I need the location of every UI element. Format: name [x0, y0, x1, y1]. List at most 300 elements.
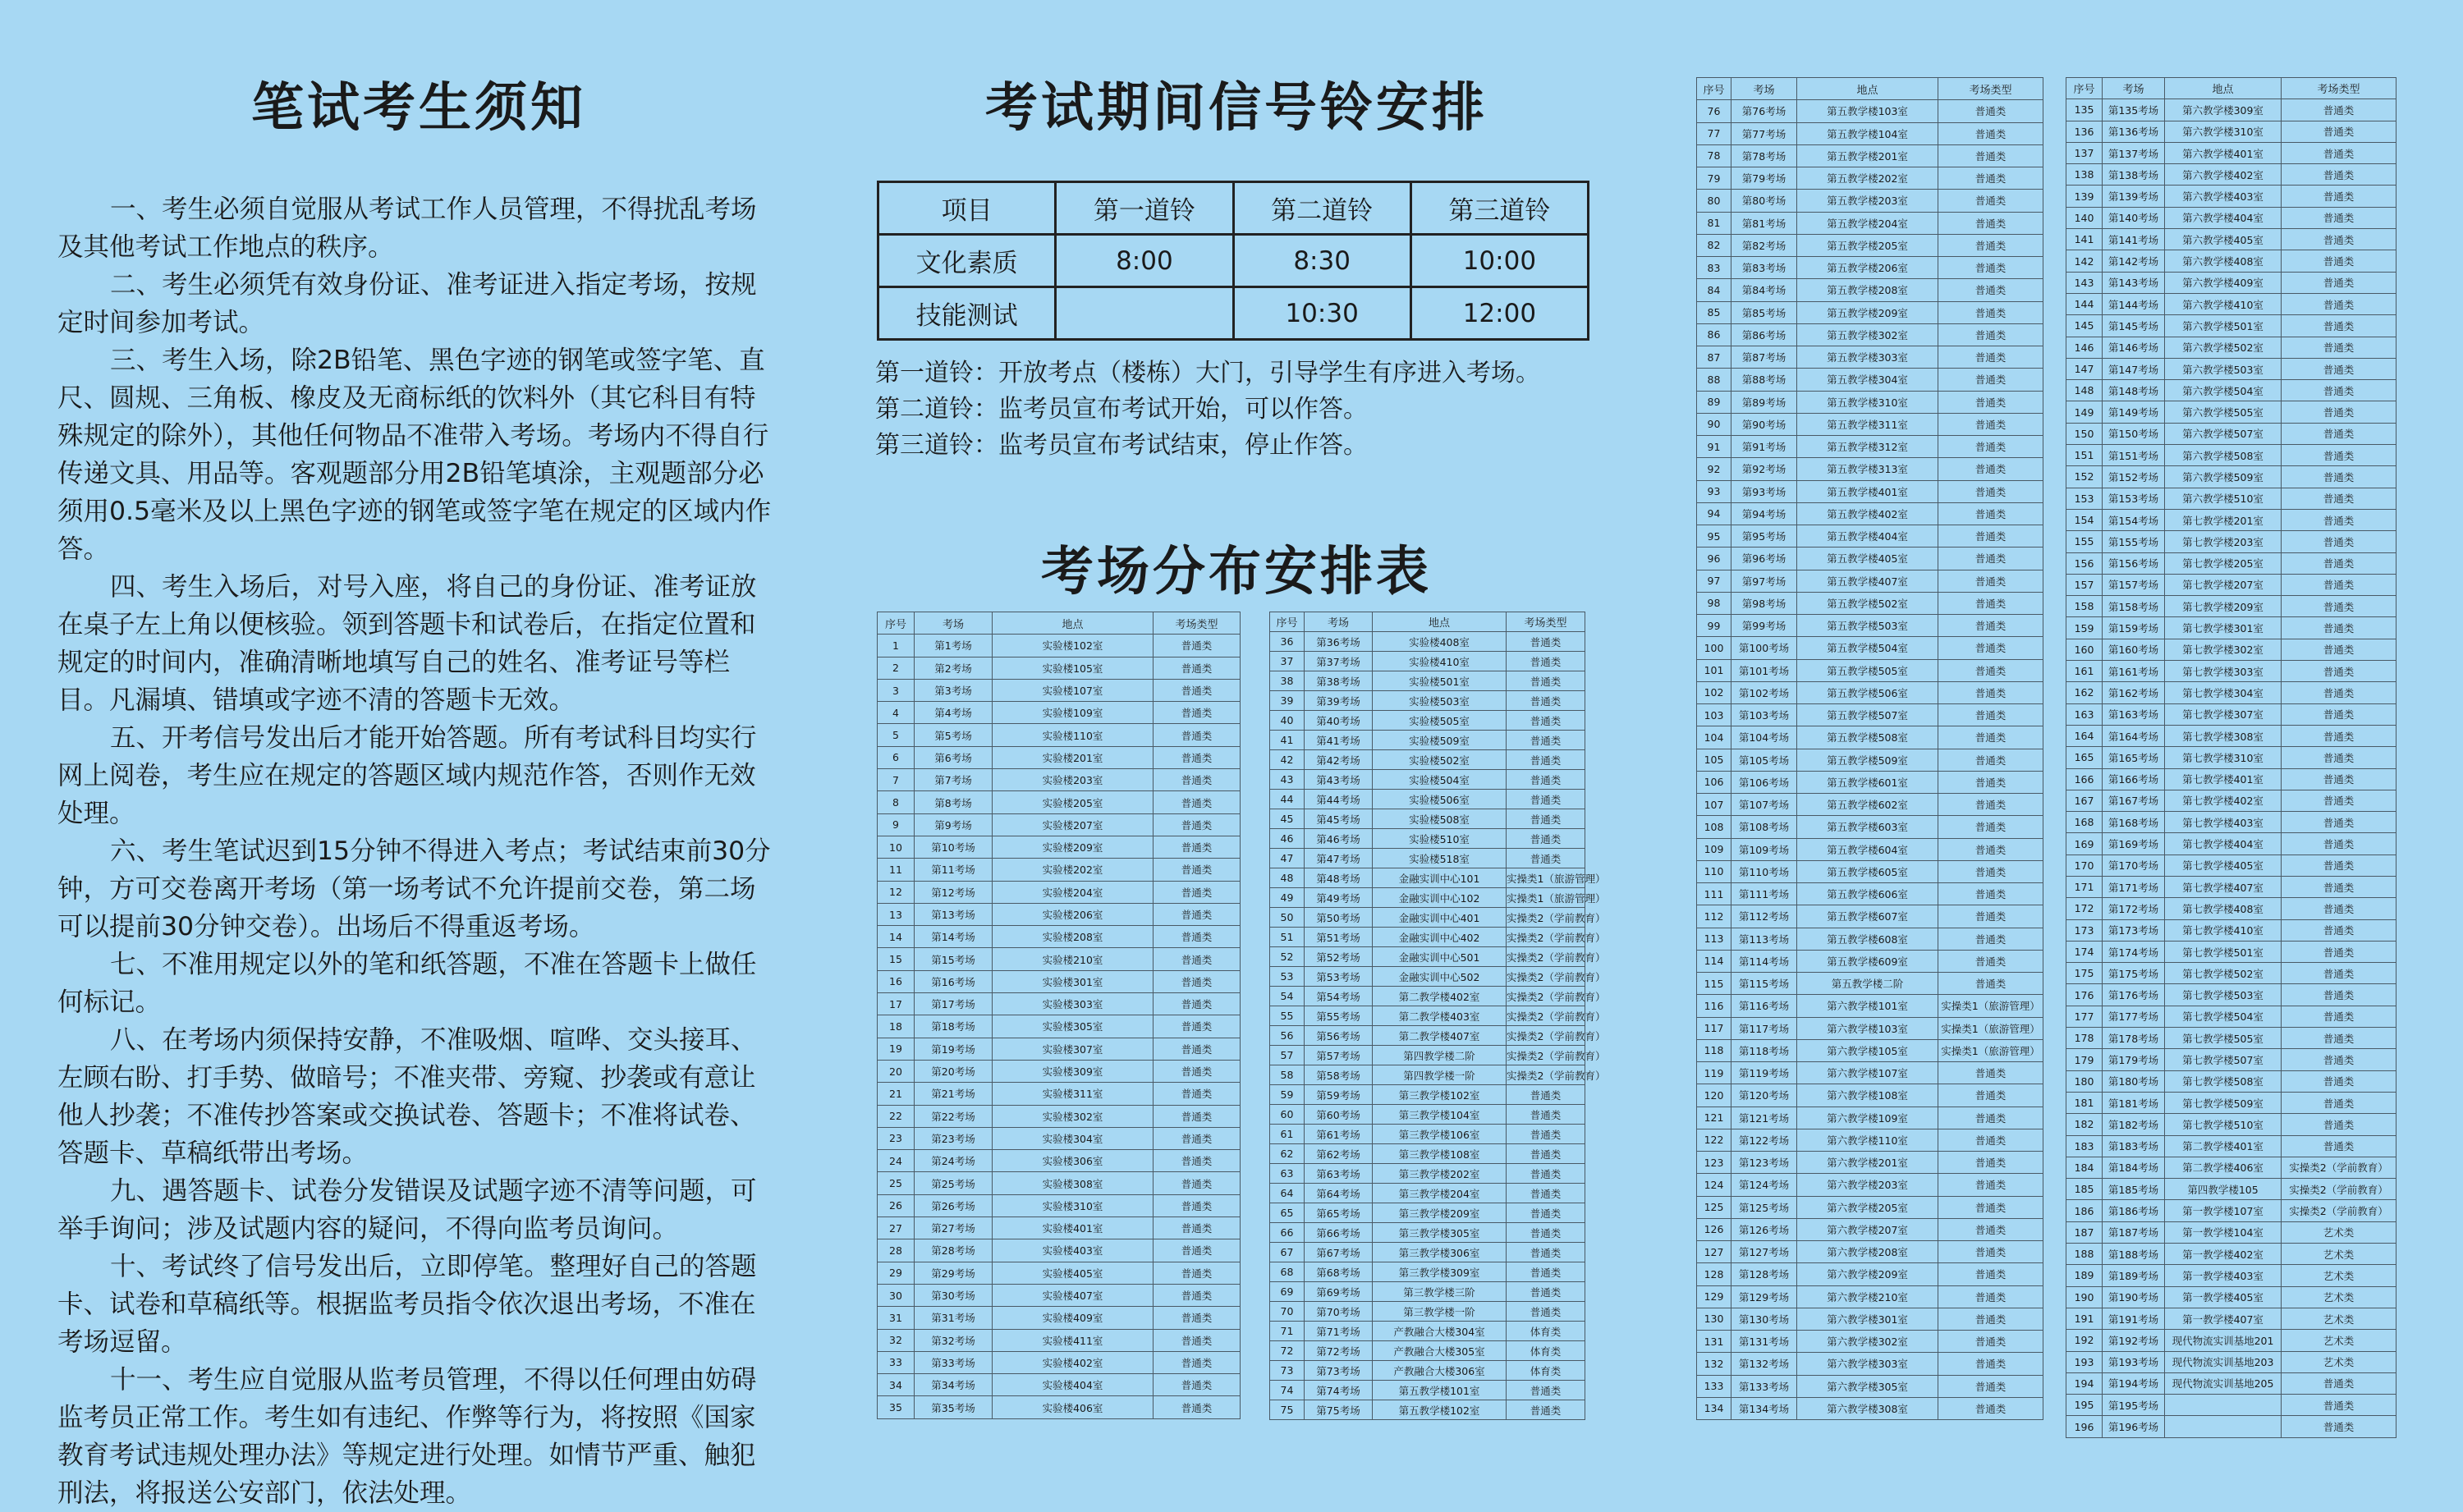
- table-cell: 普通类: [1938, 1107, 2043, 1129]
- table-cell: 第28考场: [915, 1239, 993, 1262]
- table-cell: 普通类: [1938, 458, 2043, 480]
- table-cell: 第193考场: [2103, 1351, 2165, 1372]
- table-cell: 第五教学楼201室: [1797, 144, 1938, 167]
- table-cell: 普通类: [1938, 257, 2043, 279]
- table-cell: 普通类: [1154, 724, 1241, 746]
- table-cell: 112: [1697, 905, 1731, 928]
- table-cell: 3: [878, 679, 915, 701]
- table-cell: 第五教学楼202室: [1797, 167, 1938, 190]
- table-cell: 普通类: [1507, 1262, 1585, 1282]
- table-cell: 第145考场: [2103, 315, 2165, 337]
- table-cell: 第14考场: [915, 926, 993, 948]
- table-cell: 实验楼308室: [993, 1172, 1154, 1194]
- table-cell: 66: [1270, 1223, 1305, 1243]
- table-cell: 107: [1697, 794, 1731, 816]
- table-cell: 普通类: [1938, 1218, 2043, 1240]
- table-cell: 第113考场: [1731, 928, 1797, 950]
- table-cell: 第六教学楼105室: [1797, 1039, 1938, 1061]
- table-cell: 第136考场: [2103, 121, 2165, 142]
- table-cell: 实验楼204室: [993, 881, 1154, 903]
- table-cell: 第137考场: [2103, 142, 2165, 163]
- table-row: [1697, 122, 2043, 144]
- table-cell: 第157考场: [2103, 574, 2165, 595]
- table-cell: 第七教学楼302室: [2165, 639, 2282, 660]
- table-cell: 第70考场: [1305, 1302, 1373, 1322]
- table-cell: 第40考场: [1305, 711, 1373, 731]
- table-cell: 普通类: [2282, 380, 2396, 401]
- table-cell: 第49考场: [1305, 888, 1373, 908]
- table-cell: 4: [878, 702, 915, 724]
- table-cell: 第三教学楼102室: [1373, 1085, 1507, 1105]
- table-cell: 21: [878, 1083, 915, 1105]
- table-cell: 普通类: [2282, 1114, 2396, 1135]
- table-row: [2066, 941, 2396, 962]
- table-cell: 普通类: [1154, 1374, 1241, 1396]
- table-cell: 38: [1270, 671, 1305, 691]
- table-cell: 第六教学楼305室: [1797, 1375, 1938, 1397]
- table-cell: 40: [1270, 711, 1305, 731]
- table-cell: 164: [2066, 725, 2103, 746]
- table-cell: 普通类: [2282, 574, 2396, 595]
- table-row: [2066, 574, 2396, 595]
- table-cell: 第六教学楼302室: [1797, 1331, 1938, 1353]
- table-cell: 金融实训中心101: [1373, 868, 1507, 888]
- table-cell: 第五教学楼102室: [1373, 1400, 1507, 1420]
- table-cell: 第五教学楼505室: [1797, 659, 1938, 681]
- table-row: [2066, 661, 2396, 682]
- table-row: [878, 993, 1241, 1015]
- table-cell: 第156考场: [2103, 552, 2165, 574]
- table-cell: 普通类: [1154, 970, 1241, 992]
- table-cell: 普通类: [1154, 813, 1241, 836]
- table-cell: 普通类: [1938, 905, 2043, 928]
- table-cell: 实验楼409室: [993, 1307, 1154, 1329]
- table-cell: 第110考场: [1731, 860, 1797, 882]
- table-cell: 普通类: [1938, 279, 2043, 301]
- table-cell: 第107考场: [1731, 794, 1797, 816]
- table-cell: 普通类: [2282, 358, 2396, 379]
- table-row: [2066, 1070, 2396, 1092]
- table-cell: 普通类: [1938, 749, 2043, 771]
- table-cell: 金融实训中心401: [1373, 908, 1507, 928]
- table-row: [2066, 207, 2396, 228]
- table-cell: 第一教学楼403室: [2165, 1265, 2282, 1286]
- table-row: [878, 612, 1241, 635]
- table-header-cell: 地点: [1373, 612, 1507, 632]
- table-cell: 第149考场: [2103, 401, 2165, 423]
- table-cell: 实验楼508室: [1373, 809, 1507, 829]
- table-row: [2066, 963, 2396, 984]
- table-row: [1697, 1196, 2043, 1218]
- table-row: [1270, 1085, 1585, 1105]
- table-header-cell: 地点: [1797, 78, 1938, 100]
- table-cell: 第116考场: [1731, 995, 1797, 1017]
- table-cell: 普通类: [1938, 1152, 2043, 1174]
- table-cell: 普通类: [1154, 1038, 1241, 1060]
- table-cell: 普通类: [2282, 293, 2396, 314]
- table-cell: 实验楼403室: [993, 1239, 1154, 1262]
- table-row: [2066, 768, 2396, 790]
- table-cell: 普通类: [1154, 746, 1241, 768]
- table-row: [1270, 652, 1585, 671]
- table-cell: 60: [1270, 1105, 1305, 1125]
- table-cell: 第七教学楼502室: [2165, 963, 2282, 984]
- table-cell: 普通类: [1154, 1015, 1241, 1038]
- table-cell: 第172考场: [2103, 898, 2165, 919]
- table-cell: 109: [1697, 838, 1731, 860]
- table-cell: 第91考场: [1731, 436, 1797, 458]
- table-row: [2066, 812, 2396, 833]
- table-cell: 普通类: [1938, 681, 2043, 703]
- table-row: [2066, 423, 2396, 444]
- table-cell: 123: [1697, 1152, 1731, 1174]
- table-row: [1270, 1164, 1585, 1184]
- table-cell: 第六教学楼405室: [2165, 229, 2282, 250]
- table-cell: 第139考场: [2103, 186, 2165, 207]
- table-row: [2066, 401, 2396, 423]
- table-cell: 第五教学楼204室: [1797, 212, 1938, 234]
- table-row: [2066, 1416, 2396, 1437]
- table-cell: 第五教学楼601室: [1797, 771, 1938, 793]
- table-cell: 第173考场: [2103, 919, 2165, 941]
- table-cell: 62: [1270, 1144, 1305, 1164]
- table-cell: 第165考场: [2103, 747, 2165, 768]
- table-row: [2066, 747, 2396, 768]
- table-row: [2066, 1221, 2396, 1243]
- table-cell: 76: [1697, 100, 1731, 122]
- table-cell: 第12考场: [915, 881, 993, 903]
- table-row: [2066, 1330, 2396, 1351]
- table-row: [878, 970, 1241, 992]
- table-cell: 49: [1270, 888, 1305, 908]
- table-cell: 188: [2066, 1244, 2103, 1265]
- table-cell: 普通类: [1938, 391, 2043, 413]
- table-cell: 110: [1697, 860, 1731, 882]
- table-cell: 第24考场: [915, 1150, 993, 1172]
- table-cell: 第五教学楼407室: [1797, 570, 1938, 592]
- table-cell: 普通类: [1154, 1396, 1241, 1418]
- table-cell: 89: [1697, 391, 1731, 413]
- table-header-cell: 序号: [878, 612, 915, 635]
- table-cell: 第一教学楼107室: [2165, 1200, 2282, 1221]
- table-row: [2066, 919, 2396, 941]
- table-cell: 普通类: [2282, 790, 2396, 811]
- table-cell: 第六教学楼309室: [2165, 99, 2282, 121]
- table-cell: 实验楼202室: [993, 859, 1154, 881]
- table-cell: 190: [2066, 1286, 2103, 1308]
- table-cell: 第74考场: [1305, 1381, 1373, 1400]
- table-cell: 第六教学楼103室: [1797, 1017, 1938, 1039]
- table-cell: 25: [878, 1172, 915, 1194]
- table-row: [2066, 1114, 2396, 1135]
- table-cell: 第104考场: [1731, 726, 1797, 749]
- table-cell: 第150考场: [2103, 423, 2165, 444]
- table-cell: 第164考场: [2103, 725, 2165, 746]
- table-row: [1697, 1062, 2043, 1084]
- room-table: [877, 612, 1241, 1419]
- table-row: [1697, 1152, 2043, 1174]
- table-cell: 150: [2066, 423, 2103, 444]
- table-cell: 普通类: [1154, 1239, 1241, 1262]
- table-cell: 普通类: [2282, 855, 2396, 876]
- table-cell: 第3考场: [915, 679, 993, 701]
- table-row: [1697, 1308, 2043, 1330]
- table-row: [1697, 323, 2043, 346]
- table-row: [2066, 272, 2396, 293]
- table-row: [2066, 509, 2396, 530]
- table-cell: 195: [2066, 1395, 2103, 1416]
- table-cell: 普通类: [1507, 770, 1585, 790]
- table-cell: 普通类: [1938, 1174, 2043, 1196]
- table-cell: 普通类: [2282, 1372, 2396, 1394]
- table-cell: 第55考场: [1305, 1006, 1373, 1026]
- table-cell: 实验楼311室: [993, 1083, 1154, 1105]
- table-cell: 普通类: [2282, 725, 2396, 746]
- table-cell: 普通类: [2282, 164, 2396, 186]
- table-cell: 实操类2（学前教育）: [1507, 1006, 1585, 1026]
- table-cell: 第六教学楼303室: [1797, 1353, 1938, 1375]
- table-cell: 47: [1270, 849, 1305, 868]
- table-row: [2066, 725, 2396, 746]
- table-row: [878, 948, 1241, 970]
- table-cell: 普通类: [2282, 661, 2396, 682]
- table-cell: 第176考场: [2103, 984, 2165, 1006]
- table-cell: 第六教学楼205室: [1797, 1196, 1938, 1218]
- table-cell: 第31考场: [915, 1307, 993, 1329]
- table-cell: 普通类: [1938, 212, 2043, 234]
- table-cell: 69: [1270, 1282, 1305, 1302]
- table-cell: 第二教学楼402室: [1373, 987, 1507, 1006]
- table-cell: 第196考场: [2103, 1416, 2165, 1437]
- table-cell: 第六教学楼501室: [2165, 315, 2282, 337]
- table-cell: 第六教学楼209室: [1797, 1263, 1938, 1285]
- table-cell: 173: [2066, 919, 2103, 941]
- table-cell: 普通类: [1154, 881, 1241, 903]
- table-cell: 第128考场: [1731, 1263, 1797, 1285]
- table-cell: 第六教学楼310室: [2165, 121, 2282, 142]
- table-cell: 实验楼203室: [993, 769, 1154, 791]
- table-cell: 第七教学楼505室: [2165, 1028, 2282, 1049]
- table-cell: 普通类: [1507, 1381, 1585, 1400]
- table-cell: 第84考场: [1731, 279, 1797, 301]
- table-cell: 59: [1270, 1085, 1305, 1105]
- table-cell: 普通类: [1154, 1083, 1241, 1105]
- table-cell: 普通类: [1938, 726, 2043, 749]
- table-row: [1697, 279, 2043, 301]
- table-cell: 第127考场: [1731, 1241, 1797, 1263]
- rule-item: 三、考生入场，除2B铅笔、黑色字迹的钢笔或签字笔、直尺、圆规、三角板、橡皮及无商标纸的饮料外（其它科目有特殊规定的除外），其他任何物品不准带入考场。考场内不得自行传递文具、用品等。客观题部分用2B铅笔填涂，主观题部分必须用0.5毫米及以上黑色字迹的钢笔或签字笔在规定的区域内作答。: [57, 346, 772, 564]
- table-cell: 第170考场: [2103, 855, 2165, 876]
- table-cell: 第184考场: [2103, 1157, 2165, 1178]
- table-cell: 第三教学楼一阶: [1373, 1302, 1507, 1322]
- table-cell: 第34考场: [915, 1374, 993, 1396]
- table-cell: 第154考场: [2103, 509, 2165, 530]
- table-cell: 第108考场: [1731, 816, 1797, 838]
- table-cell: 实验楼406室: [993, 1396, 1154, 1418]
- table-cell: 第118考场: [1731, 1039, 1797, 1061]
- table-cell: 42: [1270, 750, 1305, 770]
- table-cell: 第七教学楼304室: [2165, 682, 2282, 703]
- table-cell: 第151考场: [2103, 445, 2165, 466]
- table-cell: 第186考场: [2103, 1200, 2165, 1221]
- table-cell: 145: [2066, 315, 2103, 337]
- table-cell: 第五教学楼304室: [1797, 369, 1938, 391]
- table-cell: 实操类1（旅游管理）: [1938, 995, 2043, 1017]
- table-cell: 普通类: [2282, 963, 2396, 984]
- table-row: [2066, 1351, 2396, 1372]
- table-cell: 192: [2066, 1330, 2103, 1351]
- table-cell: 第六教学楼503室: [2165, 358, 2282, 379]
- table-row: [1697, 950, 2043, 972]
- table-cell: 第133考场: [1731, 1375, 1797, 1397]
- table-row: [878, 836, 1241, 858]
- table-cell: 普通类: [2282, 99, 2396, 121]
- table-cell: 实操类1（旅游管理）: [1938, 1017, 2043, 1039]
- table-cell: 第188考场: [2103, 1244, 2165, 1265]
- room-table: [1269, 612, 1606, 1420]
- table-cell: 第18考场: [915, 1015, 993, 1038]
- table-cell: 第121考场: [1731, 1107, 1797, 1129]
- table-row: [1270, 1203, 1585, 1223]
- table-cell: 第106考场: [1731, 771, 1797, 793]
- table-cell: 177: [2066, 1006, 2103, 1027]
- table-cell: 实验楼503室: [1373, 691, 1507, 711]
- table-cell: 普通类: [1507, 671, 1585, 691]
- table-row: [2066, 898, 2396, 919]
- table-cell: 22: [878, 1105, 915, 1127]
- table-cell: 第132考场: [1731, 1353, 1797, 1375]
- table-cell: 第七教学楼501室: [2165, 941, 2282, 962]
- table-row: [878, 1150, 1241, 1172]
- table-cell: 80: [1697, 190, 1731, 212]
- table-cell: 实操类2（学前教育）: [1507, 908, 1585, 928]
- table-cell: 67: [1270, 1243, 1305, 1262]
- table-cell: 第182考场: [2103, 1114, 2165, 1135]
- table-cell: 100: [1697, 637, 1731, 659]
- table-cell: 第五教学楼401室: [1797, 480, 1938, 502]
- table-header-cell: 考场类型: [1154, 612, 1241, 635]
- table-cell: 实验楼411室: [993, 1329, 1154, 1351]
- table-cell: 99: [1697, 615, 1731, 637]
- table-cell: 普通类: [1938, 860, 2043, 882]
- table-cell: 43: [1270, 770, 1305, 790]
- table-row: [878, 926, 1241, 948]
- table-cell: 第六教学楼301室: [1797, 1308, 1938, 1330]
- table-cell: 普通类: [1507, 1203, 1585, 1223]
- table-cell: 第87考场: [1731, 346, 1797, 369]
- table-cell: 第119考场: [1731, 1062, 1797, 1084]
- table-cell: 194: [2066, 1372, 2103, 1394]
- table-header-cell: 地点: [2165, 78, 2282, 99]
- table-cell: 实验楼207室: [993, 813, 1154, 836]
- table-row: [2066, 1372, 2396, 1394]
- table-cell: 第五教学楼101室: [1373, 1381, 1507, 1400]
- table-cell: 175: [2066, 963, 2103, 984]
- table-cell: 169: [2066, 833, 2103, 855]
- table-cell: 实验楼506室: [1373, 790, 1507, 809]
- table-row: [878, 182, 1589, 235]
- table-cell: 普通类: [2282, 207, 2396, 228]
- table-row: [1270, 1125, 1585, 1144]
- table-row: [1270, 1065, 1585, 1085]
- table-cell: 实验楼405室: [993, 1262, 1154, 1284]
- table-row: [878, 679, 1241, 701]
- table-cell: 第七教学楼209室: [2165, 596, 2282, 617]
- table-row: [2066, 1049, 2396, 1070]
- table-row: [1697, 995, 2043, 1017]
- table-cell: 58: [1270, 1065, 1305, 1085]
- table-cell: 158: [2066, 596, 2103, 617]
- table-cell: 第2考场: [915, 657, 993, 679]
- table-cell: 第三教学楼309室: [1373, 1262, 1507, 1282]
- table-cell: 第11考场: [915, 859, 993, 881]
- table-cell: 普通类: [1154, 769, 1241, 791]
- table-row: [878, 1127, 1241, 1149]
- table-cell: 第七教学楼503室: [2165, 984, 2282, 1006]
- table-row: [1697, 502, 2043, 525]
- table-cell: 14: [878, 926, 915, 948]
- table-cell: 51: [1270, 928, 1305, 947]
- table-cell: 第162考场: [2103, 682, 2165, 703]
- table-row: [2066, 78, 2396, 99]
- table-cell: 普通类: [1154, 1127, 1241, 1149]
- table-cell: 第一教学楼407室: [2165, 1308, 2282, 1329]
- table-cell: 53: [1270, 967, 1305, 987]
- table-row: [1270, 1144, 1585, 1164]
- table-cell: 第153考场: [2103, 488, 2165, 509]
- table-row: [878, 1262, 1241, 1284]
- table-cell: 实操类2（学前教育）: [1507, 947, 1585, 967]
- table-cell: 第四教学楼一阶: [1373, 1065, 1507, 1085]
- table-cell: 第64考场: [1305, 1184, 1373, 1203]
- table-row: [2066, 1395, 2396, 1416]
- table-cell: 15: [878, 948, 915, 970]
- table-cell: 127: [1697, 1241, 1731, 1263]
- table-cell: 2: [878, 657, 915, 679]
- table-cell: 艺术类: [2282, 1221, 2396, 1243]
- table-cell: 普通类: [1507, 1164, 1585, 1184]
- table-cell: 第6考场: [915, 746, 993, 768]
- table-cell: 第102考场: [1731, 681, 1797, 703]
- table-cell: 第25考场: [915, 1172, 993, 1194]
- table-cell: 39: [1270, 691, 1305, 711]
- rule-item: 八、在考场内须保持安静，不准吸烟、喧哗、交头接耳、左顾右盼、打手势、做暗号；不准夹带、旁窥、抄袭或有意让他人抄袭；不准传抄答案或交换试卷、答题卡；不准将试卷、答题卡、草稿纸带出考场。: [57, 1025, 757, 1168]
- table-cell: 第七教学楼509室: [2165, 1092, 2282, 1113]
- table-cell: 第三教学楼204室: [1373, 1184, 1507, 1203]
- table-cell: 第177考场: [2103, 1006, 2165, 1027]
- table-cell: 第41考场: [1305, 731, 1373, 750]
- table-cell: 第88考场: [1731, 369, 1797, 391]
- table-cell: 115: [1697, 973, 1731, 995]
- table-cell: 第五教学楼405室: [1797, 548, 1938, 570]
- table-cell: 第73考场: [1305, 1361, 1373, 1381]
- table-header-cell: 考场类型: [2282, 78, 2396, 99]
- table-row: [2066, 164, 2396, 186]
- table-cell: 第21考场: [915, 1083, 993, 1105]
- table-cell: 135: [2066, 99, 2103, 121]
- table-row: [878, 1374, 1241, 1396]
- table-cell: 普通类: [1507, 1105, 1585, 1125]
- table-cell: 第五教学楼313室: [1797, 458, 1938, 480]
- table-row: [2066, 1308, 2396, 1329]
- table-cell: 普通类: [1154, 1329, 1241, 1351]
- table-cell: 普通类: [2282, 984, 2396, 1006]
- table-cell: 普通类: [1154, 679, 1241, 701]
- table-header-cell: 序号: [1270, 612, 1305, 632]
- table-cell: 24: [878, 1150, 915, 1172]
- table-cell: 48: [1270, 868, 1305, 888]
- table-cell: 实验楼201室: [993, 746, 1154, 768]
